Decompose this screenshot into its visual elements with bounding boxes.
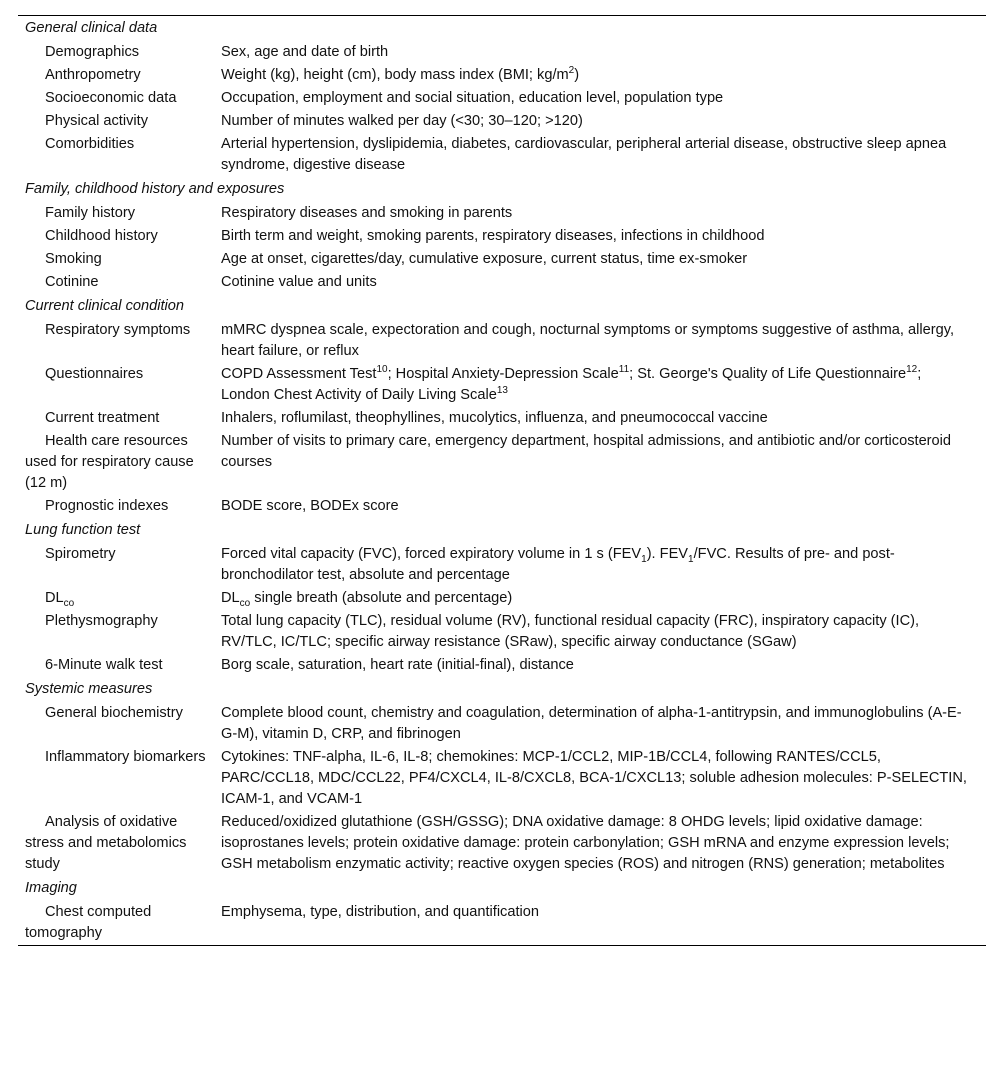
row-value [221,587,986,610]
section-header [18,518,986,543]
table-row [18,654,986,677]
value-superscript: 2 [568,65,575,77]
table-row [18,225,986,248]
row-value: Occupation, employment and social situation, education level, population type [221,90,724,106]
value-text: ). FEV [646,546,689,562]
value-superscript: 13 [496,385,508,397]
row-label-first: Prognostic [45,498,114,514]
row-label [18,407,221,430]
row-label [18,202,221,225]
table-row [18,133,986,177]
row-label-first: Analysis of [45,814,116,830]
row-label-rest: history [114,228,158,244]
row-label-rest: symptoms [123,322,191,338]
value-subscript: co [239,597,251,609]
row-label-first: Comorbidities [45,136,135,152]
row-value: mMRC dyspnea scale, expectoration and cough, nocturnal symptoms or symptoms suggestive of asthma, allergy, heart failure, or reflux [221,322,954,359]
row-label-first: Health care [45,433,120,449]
value-text: ; Hospital Anxiety-Depression Scale [387,366,619,382]
section-header [18,294,986,319]
table-row [18,271,986,294]
row-label-first: Socioeconomic [45,90,144,106]
section-header [18,876,986,901]
section-title: Family, childhood history and exposures [25,181,285,197]
value-text: DL [221,590,240,606]
table-row [18,319,986,363]
row-value: Age at onset, cigarettes/day, cumulative exposure, current status, time ex-smoker [221,251,748,267]
table [18,16,986,945]
row-label [18,430,221,495]
row-value: Emphysema, type, distribution, and quantification [221,904,539,920]
value-superscript: 11 [618,364,630,376]
row-label [18,41,221,64]
row-value: Cotinine value and units [221,274,377,290]
row-label [18,495,221,518]
row-value: Complete blood count, chemistry and coagulation, determination of alpha-1-antitrypsin, and immunoglobulins (A-E-G-M), vitamin D, CRP, and fibrinogen [221,705,962,742]
row-value: Birth term and weight, smoking parents, respiratory diseases, infections in childhood [221,228,765,244]
row-value [221,543,986,587]
row-label [18,746,221,811]
table-row [18,87,986,110]
value-text: ; St. George's Quality of Life Questionnaire [629,366,907,382]
row-label [18,363,221,407]
table-row [18,110,986,133]
table-body [18,16,986,945]
row-label [18,610,221,654]
value-text: COPD Assessment Test [221,366,377,382]
row-label-first: Family history [45,205,136,221]
section-title: Current clinical condition [25,298,184,314]
row-label [18,248,221,271]
section-header [18,16,986,41]
section-header [18,677,986,702]
value-text: /FVC. Results of pre- and post-bronchodilator test, absolute and percentage [221,546,895,583]
value-text: ) [574,67,580,83]
table-row [18,610,986,654]
row-label [18,587,221,610]
row-label-first: 6-Minute walk [45,657,136,673]
row-label-rest: indexes [118,498,169,514]
row-label [18,319,221,363]
row-value: Number of visits to primary care, emergency department, hospital admissions, and antibiotic and/or corticosteroid courses [221,433,952,470]
row-label-first: Demographics [45,44,140,60]
row-value: Number of minutes walked per day (<30; 30–120; >120) [221,113,583,129]
section-title: Lung function test [25,522,141,538]
row-label-first: Smoking [45,251,102,267]
table-row [18,746,986,811]
row-label [18,901,221,945]
row-label-subscript: co [63,597,75,609]
row-value: Borg scale, saturation, heart rate (initial-final), distance [221,657,574,673]
table-row [18,543,986,587]
row-value: Arterial hypertension, dyslipidemia, diabetes, cardiovascular, peripheral arterial disease, obstructive sleep apnea syndrome, digestive disease [221,136,947,173]
table-row [18,495,986,518]
table-row [18,587,986,610]
value-text: ; London Chest Activity of Daily Living Scale [221,366,922,403]
value-superscript: 12 [906,364,918,376]
value-text: Forced vital capacity (FVC), forced expiratory volume in 1 s (FEV [221,546,642,562]
row-label-first: Chest computed [45,904,152,920]
row-label [18,271,221,294]
table-row [18,64,986,87]
row-value [221,64,986,87]
table-row [18,248,986,271]
row-label [18,811,221,876]
row-label [18,702,221,746]
table-row [18,901,986,945]
table-row [18,407,986,430]
section-header [18,177,986,202]
row-label-first: Plethysmography [45,613,158,629]
table-row [18,811,986,876]
row-label-first: Respiratory [45,322,120,338]
row-value: Inhalers, roflumilast, theophyllines, mucolytics, influenza, and pneumococcal vaccine [221,410,768,426]
section-title: General clinical data [25,20,158,36]
row-label-first: Cotinine [45,274,99,290]
row-value: Sex, age and date of birth [221,44,389,60]
row-label-rest: tomography [25,925,103,941]
clinical-data-table [18,15,986,946]
value-subscript: 1 [641,553,647,565]
row-label-first: General [45,705,97,721]
section-title: Systemic measures [25,681,153,697]
row-label [18,87,221,110]
value-text: Weight (kg), height (cm), body mass index (BMI; kg/m [221,67,569,83]
row-label [18,110,221,133]
row-label [18,543,221,587]
row-label-first: Spirometry [45,546,116,562]
table-row [18,702,986,746]
value-subscript: 1 [688,553,694,565]
row-label-rest: test [139,657,163,673]
table-row [18,41,986,64]
value-superscript: 10 [376,364,388,376]
row-value [221,363,986,407]
row-label-first: Questionnaires [45,366,144,382]
row-label [18,64,221,87]
row-label-first: Current treatment [45,410,160,426]
row-value: Cytokines: TNF-alpha, IL-6, IL-8; chemokines: MCP-1/CCL2, MIP-1B/CCL4, following RANTES/CCL5, PARC/CCL18, MDC/CCL22, PF4/CXCL4, IL-8/CXCL8, BCA-1/CXCL13; soluble adhesion molecules: P-SELECTIN, ICAM-1, and VCAM-1 [221,749,967,807]
row-label-first: Physical activity [45,113,148,129]
row-label-rest: oxidative stress and metabolomics study [25,814,187,872]
row-label-rest: data [148,90,177,106]
table-row [18,430,986,495]
row-value: Respiratory diseases and smoking in parents [221,205,513,221]
row-value: Reduced/oxidized glutathione (GSH/GSSG); DNA oxidative damage: 8 OHDG levels; lipid oxidative damage: isoprostanes levels; protein oxidative damage: protein carbonylation; GSH mRNA and enzyme expression levels; GSH metabolism enzymatic activity; reactive oxygen species (ROS) and nitrogen (RNS) generation; metabolites [221,814,950,872]
row-value: Total lung capacity (TLC), residual volume (RV), functional residual capacity (FRC), inspiratory capacity (IC), RV/TLC, IC/TLC; specific airway resistance (SRaw), specific airway conductance (SGaw) [221,613,920,650]
row-label-first: Inflammatory [45,749,130,765]
row-label-rest: resources used for respiratory cause (12 m) [25,433,194,491]
row-label [18,133,221,177]
section-title: Imaging [25,880,77,896]
row-label-first: DL [45,590,64,606]
row-label [18,654,221,677]
row-label-rest: biomarkers [133,749,206,765]
table-row [18,363,986,407]
row-label-first: Anthropometry [45,67,141,83]
row-label-first: Childhood [45,228,111,244]
table-row [18,202,986,225]
row-value: BODE score, BODEx score [221,498,399,514]
value-text: single breath (absolute and percentage) [250,590,513,606]
row-label-rest: biochemistry [100,705,183,721]
row-label [18,225,221,248]
